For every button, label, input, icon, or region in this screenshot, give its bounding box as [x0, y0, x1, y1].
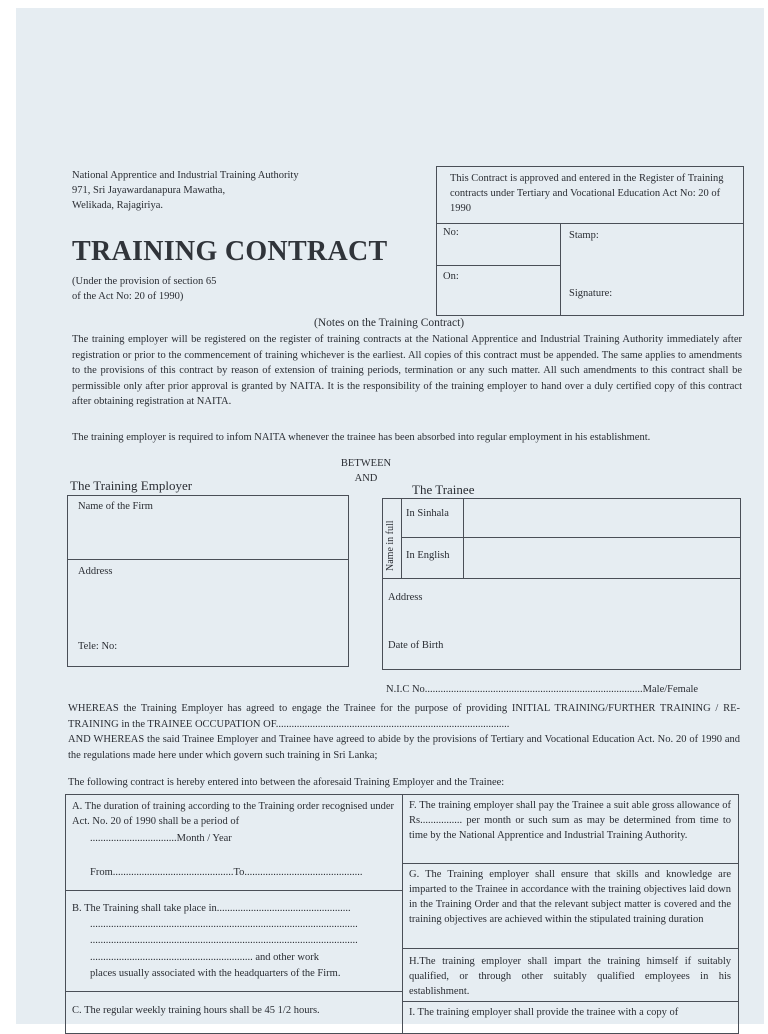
register-text: This Contract is approved and entered in the Register of Training contracts under Tertiary and Vocational Education Act No: 20 of 1990: [450, 173, 724, 214]
trainee-heading: The Trainee: [412, 482, 475, 497]
clause-g: G. The Training employer shall ensure that skills and knowledge are imparted to the Trainee in accordance with the training objectives laid down in the Training Order and that the relevant subject matter is covered and the training objectives are achieved within the stipulated training duration: [409, 869, 731, 925]
name-in-full-label: Name in full: [385, 520, 396, 571]
notes-paragraph1: The training employer will be registered on the register of training contracts at the National Apprentice and Industrial Training Authority immediately after registration or prior to the commencement of training whichever is the earliest. All copies of this contract must be appended. The same applies to amendments to the provisions of this contract by reason of extension of training periods, termination or any such matter. All such amendments to this contract shall be permissible only after prior approval is granted by NAITA. It is the responsibility of the training employer to hand over a duly certified copy of this contract after obtaining registration at NAITA.: [72, 334, 742, 407]
clause-f: F. The training employer shall pay the Trainee a suit able gross allowance of Rs................ per month or such sum as may be determined from time to time by the National Apprentice and Industrial Training Authority.: [409, 800, 731, 841]
register-divider: [436, 223, 744, 224]
authority-address-line1: 971, Sri Jayawardanapura Mawatha,: [72, 185, 226, 196]
notes-heading: (Notes on the Training Contract): [314, 317, 465, 329]
clause-a-months[interactable]: .................................Month / Year: [90, 833, 232, 844]
clause-a-divider: [65, 890, 402, 891]
trainee-vertical-divider: [401, 498, 402, 578]
clause-b-divider: [65, 991, 402, 992]
trainee-sinhala-label[interactable]: In Sinhala: [406, 508, 449, 519]
whereas-paragraph1: WHEREAS the Training Employer has agreed to engage the Trainee for the purpose of providing INITIAL TRAINING/FURTHER TRAINING / RE-TRAINING in the TRAINEE OCCUPATION OF.........................................................................................: [68, 703, 740, 730]
register-signature-label: Signature:: [569, 288, 613, 299]
clause-b-dots2[interactable]: ......................................................................................................: [90, 935, 358, 946]
clause-i: I. The training employer shall provide the trainee with a copy of: [409, 1007, 679, 1018]
clause-a-from-to[interactable]: From..............................................To.............................................: [90, 867, 363, 878]
following-text: The following contract is hereby entered into between the aforesaid Training Employer and the Trainee:: [68, 777, 505, 788]
authority-name: National Apprentice and Industrial Training Authority: [72, 170, 299, 181]
trainee-divider-bottom: [382, 578, 741, 579]
clause-h: H.The training employer shall impart the training himself if suitably qualified, or through other suitably qualified employees in his establishment.: [409, 956, 731, 997]
page-title: TRAINING CONTRACT: [72, 236, 388, 267]
register-divider-left: [436, 265, 560, 266]
employer-address-label[interactable]: Address: [78, 566, 113, 577]
between-and: [336, 456, 396, 486]
trainee-english-label[interactable]: In English: [406, 550, 450, 561]
clause-b-dots3[interactable]: .............................................................. and other work: [90, 952, 319, 963]
clause-f-divider: [402, 863, 739, 864]
subtitle-line2: of the Act No: 20 of 1990): [72, 291, 184, 302]
register-stamp-label: Stamp:: [569, 230, 599, 241]
clause-b-dots1[interactable]: ......................................................................................................: [90, 919, 358, 930]
trainee-dob-label[interactable]: Date of Birth: [388, 640, 444, 651]
clause-g-divider: [402, 948, 739, 949]
authority-block: [72, 168, 299, 213]
employer-name-label[interactable]: Name of the Firm: [78, 501, 153, 512]
employer-tele-label[interactable]: Tele: No:: [78, 641, 118, 652]
employer-divider: [67, 559, 349, 560]
trainee-label-divider: [463, 498, 464, 578]
notes-paragraph2: The training employer is required to infom NAITA whenever the trainee has been absorbed into regular employment in his establishment.: [72, 432, 651, 443]
clauses-center-divider: [402, 794, 403, 1034]
employer-heading: The Training Employer: [70, 478, 193, 493]
trainee-divider-mid: [401, 537, 741, 538]
register-vdivider: [560, 223, 561, 316]
clause-b[interactable]: B. The Training shall take place in...................................................: [72, 903, 351, 914]
trainee-address-label[interactable]: Address: [388, 592, 423, 603]
document-page: [16, 8, 764, 1024]
clause-b-tail: places usually associated with the headquarters of the Firm.: [90, 968, 341, 979]
and-label: AND: [354, 473, 378, 484]
register-on-label: On:: [443, 271, 459, 282]
clause-h-divider: [402, 1001, 739, 1002]
clause-a: A. The duration of training according to the Training order recognised under Act. No. 20 of 1990 shall be a period of: [72, 801, 394, 827]
register-no-label: No:: [443, 227, 459, 238]
clause-c: C. The regular weekly training hours shall be 45 1/2 hours.: [72, 1005, 320, 1016]
nic-line[interactable]: N.I.C No...................................................................................Male/Female: [386, 684, 699, 695]
whereas-paragraph2: AND WHEREAS the said Trainee Employer and Trainee have agreed to abide by the provisions of Tertiary and Vocational Education Act. No. 20 of 1990 and the regulations made here under which govern such training in Sri Lanka;: [68, 734, 740, 761]
authority-address-line2: Welikada, Rajagiriya.: [72, 200, 163, 211]
subtitle: [72, 274, 216, 304]
subtitle-line1: (Under the provision of section 65: [72, 276, 217, 287]
between-label: BETWEEN: [340, 458, 392, 469]
